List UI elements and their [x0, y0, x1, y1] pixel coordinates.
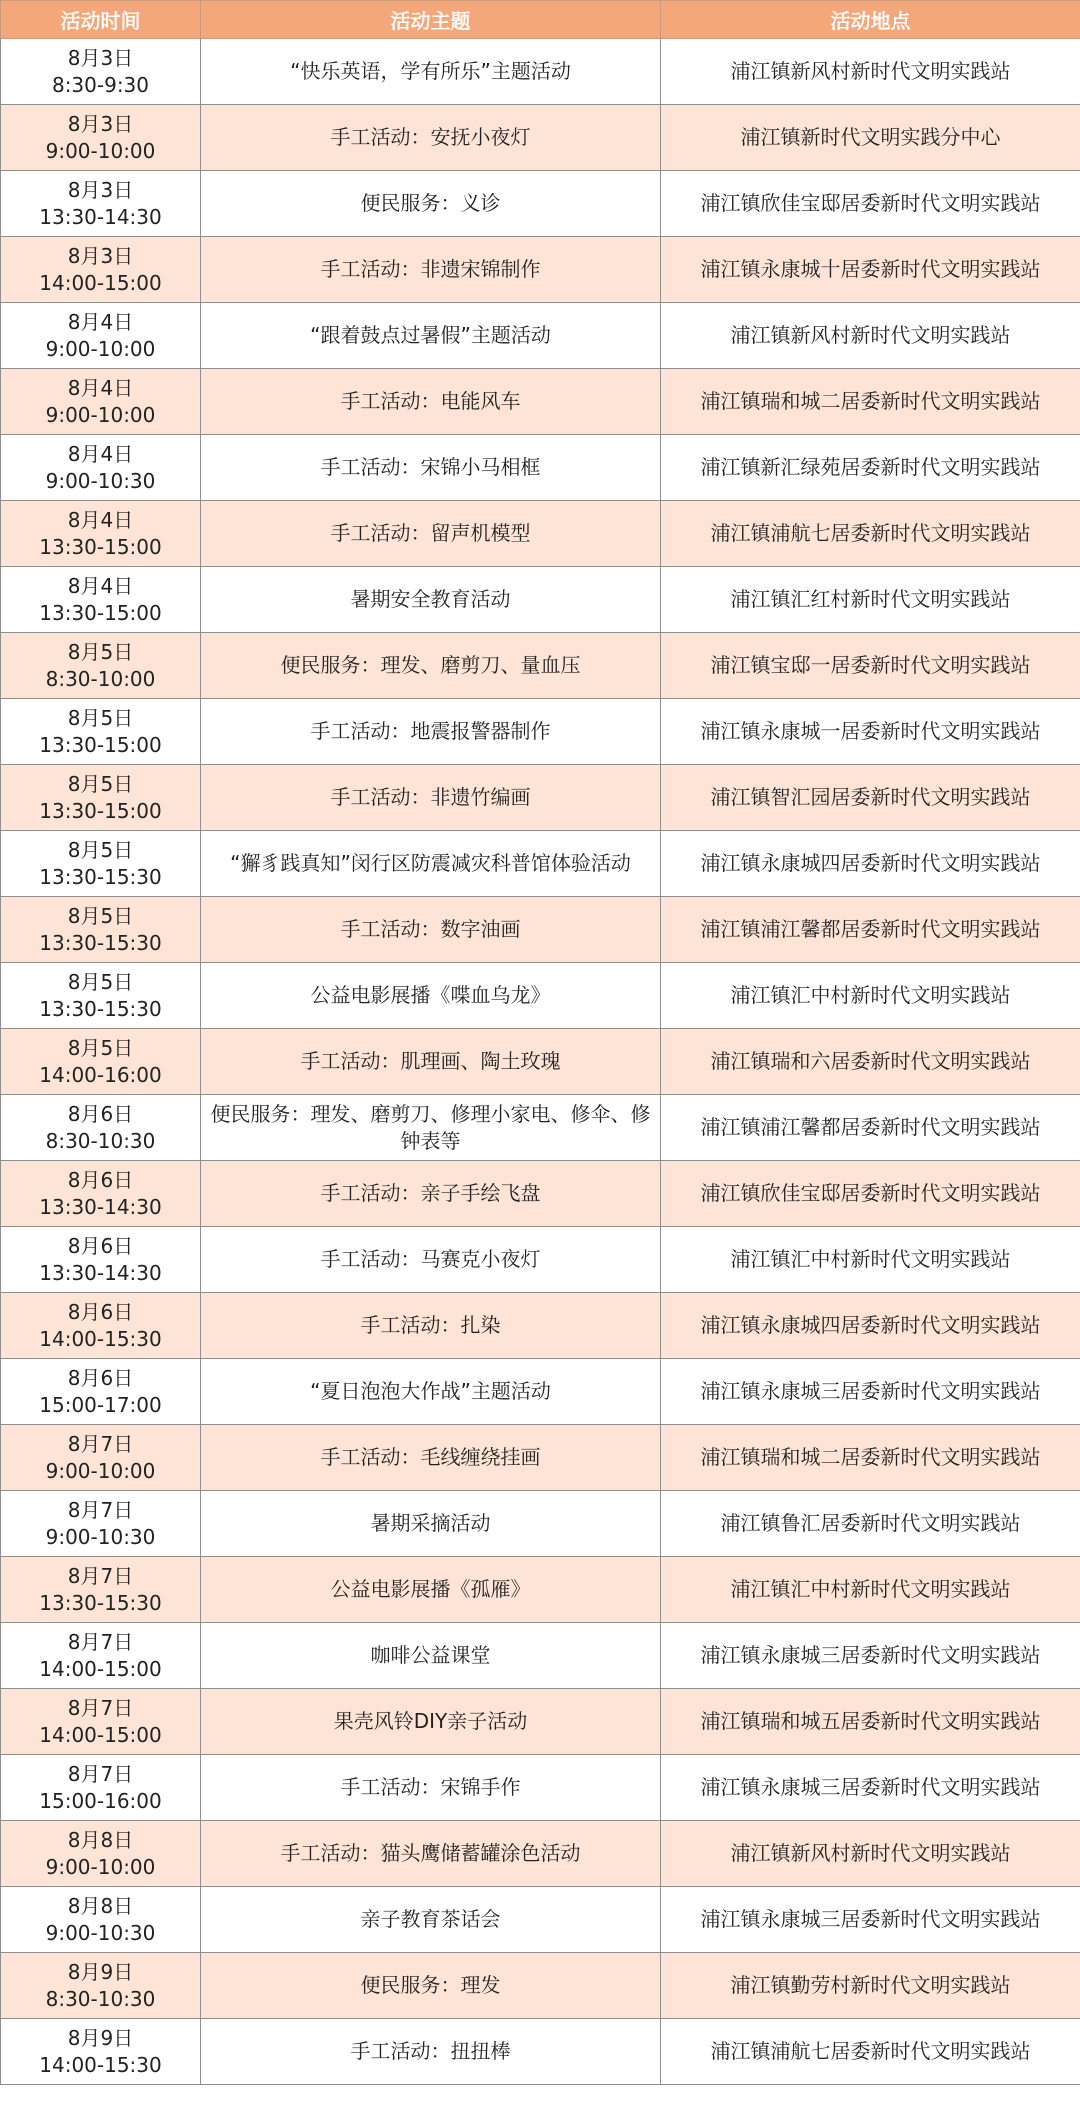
activity-time: 9:00-10:00 [45, 402, 156, 427]
cell-place: 浦江镇新风村新时代文明实践站 [661, 1821, 1080, 1887]
cell-place: 浦江镇浦航七居委新时代文明实践站 [661, 2019, 1080, 2085]
cell-time [1, 897, 201, 963]
activity-date: 8月4日 [67, 309, 134, 334]
activity-date: 8月3日 [67, 177, 134, 202]
cell-place: 浦江镇新风村新时代文明实践站 [661, 303, 1080, 369]
activity-date: 8月5日 [67, 639, 134, 664]
cell-time [1, 105, 201, 171]
cell-place: 浦江镇汇中村新时代文明实践站 [661, 1557, 1080, 1623]
table-row [1, 1095, 1080, 1161]
activity-date: 8月6日 [67, 1233, 134, 1258]
cell-place: 浦江镇智汇园居委新时代文明实践站 [661, 765, 1080, 831]
table-row [1, 39, 1080, 105]
table-row [1, 1359, 1080, 1425]
cell-place: 浦江镇欣佳宝邸居委新时代文明实践站 [661, 1161, 1080, 1227]
activity-date: 8月4日 [67, 375, 134, 400]
table-row [1, 303, 1080, 369]
cell-place: 浦江镇瑞和城二居委新时代文明实践站 [661, 369, 1080, 435]
activity-date: 8月7日 [67, 1563, 134, 1588]
table-row [1, 1161, 1080, 1227]
table-row [1, 1689, 1080, 1755]
activity-time: 9:00-10:00 [45, 1458, 156, 1483]
cell-place: 浦江镇汇中村新时代文明实践站 [661, 963, 1080, 1029]
cell-topic: 手工活动：肌理画、陶土玫瑰 [201, 1029, 661, 1095]
cell-time [1, 369, 201, 435]
cell-place: 浦江镇浦江馨都居委新时代文明实践站 [661, 897, 1080, 963]
cell-time [1, 1623, 201, 1689]
table-row [1, 1623, 1080, 1689]
cell-topic: 手工活动：数字油画 [201, 897, 661, 963]
cell-topic: 咖啡公益课堂 [201, 1623, 661, 1689]
cell-place: 浦江镇永康城三居委新时代文明实践站 [661, 1755, 1080, 1821]
cell-time [1, 39, 201, 105]
cell-time [1, 303, 201, 369]
cell-topic: 手工活动：地震报警器制作 [201, 699, 661, 765]
cell-place: 浦江镇浦航七居委新时代文明实践站 [661, 501, 1080, 567]
activity-time: 8:30-10:30 [45, 1128, 156, 1153]
activity-date: 8月9日 [67, 1959, 134, 1984]
activity-date: 8月3日 [67, 243, 134, 268]
cell-topic: 手工活动：毛线缠绕挂画 [201, 1425, 661, 1491]
cell-place: 浦江镇永康城三居委新时代文明实践站 [661, 1623, 1080, 1689]
table-row [1, 1821, 1080, 1887]
activity-time: 14:00-15:00 [39, 270, 162, 295]
activity-time: 8:30-9:30 [51, 72, 150, 97]
activity-date: 8月8日 [67, 1893, 134, 1918]
table-row [1, 1029, 1080, 1095]
cell-topic: 果壳风铃DIY亲子活动 [201, 1689, 661, 1755]
cell-place: 浦江镇鲁汇居委新时代文明实践站 [661, 1491, 1080, 1557]
cell-time [1, 1227, 201, 1293]
cell-place: 浦江镇浦江馨都居委新时代文明实践站 [661, 1095, 1080, 1161]
cell-topic: 手工活动：留声机模型 [201, 501, 661, 567]
header-place: 活动地点 [661, 1, 1080, 39]
cell-topic: 公益电影展播《孤雁》 [201, 1557, 661, 1623]
cell-time [1, 1029, 201, 1095]
activity-date: 8月7日 [67, 1695, 134, 1720]
header-time: 活动时间 [1, 1, 201, 39]
activity-date: 8月5日 [67, 903, 134, 928]
cell-time [1, 237, 201, 303]
table-row [1, 1293, 1080, 1359]
activity-time: 14:00-15:00 [39, 1656, 162, 1681]
cell-place: 浦江镇瑞和城五居委新时代文明实践站 [661, 1689, 1080, 1755]
cell-time [1, 765, 201, 831]
activity-date: 8月3日 [67, 111, 134, 136]
activity-time: 14:00-16:00 [39, 1062, 162, 1087]
activity-date: 8月7日 [67, 1761, 134, 1786]
cell-topic: 手工活动：扭扭棒 [201, 2019, 661, 2085]
table-row [1, 369, 1080, 435]
table-row [1, 1755, 1080, 1821]
activity-date: 8月6日 [67, 1101, 134, 1126]
table-header-row [1, 1, 1080, 39]
cell-place: 浦江镇汇中村新时代文明实践站 [661, 1227, 1080, 1293]
activity-date: 8月5日 [67, 705, 134, 730]
table-row [1, 567, 1080, 633]
cell-place: 浦江镇永康城三居委新时代文明实践站 [661, 1359, 1080, 1425]
cell-topic: 手工活动：非遗竹编画 [201, 765, 661, 831]
activity-date: 8月6日 [67, 1299, 134, 1324]
cell-place: 浦江镇永康城四居委新时代文明实践站 [661, 831, 1080, 897]
activity-date: 8月5日 [67, 771, 134, 796]
cell-place: 浦江镇新汇绿苑居委新时代文明实践站 [661, 435, 1080, 501]
activity-date: 8月3日 [67, 45, 134, 70]
activity-date: 8月5日 [67, 837, 134, 862]
cell-place: 浦江镇永康城四居委新时代文明实践站 [661, 1293, 1080, 1359]
table-row [1, 1557, 1080, 1623]
activity-time: 9:00-10:00 [45, 336, 156, 361]
activity-time: 13:30-15:00 [39, 534, 162, 559]
activity-date: 8月7日 [67, 1431, 134, 1456]
cell-place: 浦江镇新时代文明实践分中心 [661, 105, 1080, 171]
activity-date: 8月6日 [67, 1167, 134, 1192]
cell-place: 浦江镇新风村新时代文明实践站 [661, 39, 1080, 105]
table-row [1, 171, 1080, 237]
cell-time [1, 171, 201, 237]
cell-topic: 暑期安全教育活动 [201, 567, 661, 633]
table-row [1, 105, 1080, 171]
table-row [1, 897, 1080, 963]
activity-time: 9:00-10:30 [45, 1524, 156, 1549]
cell-place: 浦江镇永康城一居委新时代文明实践站 [661, 699, 1080, 765]
cell-time [1, 1953, 201, 2019]
activity-time: 13:30-14:30 [39, 204, 162, 229]
cell-topic: “跟着鼓点过暑假”主题活动 [201, 303, 661, 369]
cell-topic: 手工活动：非遗宋锦制作 [201, 237, 661, 303]
cell-time [1, 1557, 201, 1623]
activity-time: 13:30-15:00 [39, 732, 162, 757]
cell-topic: 手工活动：扎染 [201, 1293, 661, 1359]
activity-date: 8月6日 [67, 1365, 134, 1390]
activity-time: 13:30-15:30 [39, 1590, 162, 1615]
table-row [1, 963, 1080, 1029]
cell-topic: 手工活动：安抚小夜灯 [201, 105, 661, 171]
cell-place: 浦江镇汇红村新时代文明实践站 [661, 567, 1080, 633]
table-row [1, 1953, 1080, 2019]
cell-time [1, 1755, 201, 1821]
cell-topic: 手工活动：亲子手绘飞盘 [201, 1161, 661, 1227]
cell-time [1, 1425, 201, 1491]
activity-date: 8月7日 [67, 1629, 134, 1654]
activity-time: 9:00-10:00 [45, 138, 156, 163]
cell-topic: 手工活动：马赛克小夜灯 [201, 1227, 661, 1293]
cell-topic: 手工活动：电能风车 [201, 369, 661, 435]
cell-time [1, 2019, 201, 2085]
cell-place: 浦江镇瑞和城二居委新时代文明实践站 [661, 1425, 1080, 1491]
cell-time [1, 1491, 201, 1557]
table-row [1, 435, 1080, 501]
cell-place: 浦江镇永康城十居委新时代文明实践站 [661, 237, 1080, 303]
activity-date: 8月4日 [67, 573, 134, 598]
cell-topic: 手工活动：猫头鹰储蓄罐涂色活动 [201, 1821, 661, 1887]
table-row [1, 1491, 1080, 1557]
cell-topic: 手工活动：宋锦手作 [201, 1755, 661, 1821]
activity-time: 13:30-15:00 [39, 798, 162, 823]
activity-time: 8:30-10:30 [45, 1986, 156, 2011]
cell-topic: 公益电影展播《喋血乌龙》 [201, 963, 661, 1029]
cell-topic: 便民服务：理发、磨剪刀、修理小家电、修伞、修钟表等 [201, 1095, 661, 1161]
cell-time [1, 963, 201, 1029]
cell-time [1, 435, 201, 501]
table-row [1, 2019, 1080, 2085]
cell-time [1, 1161, 201, 1227]
cell-topic: “夏日泡泡大作战”主题活动 [201, 1359, 661, 1425]
table-row [1, 831, 1080, 897]
activity-time: 15:00-16:00 [39, 1788, 162, 1813]
activity-time: 13:30-15:00 [39, 600, 162, 625]
activity-time: 9:00-10:30 [45, 468, 156, 493]
cell-place: 浦江镇勤劳村新时代文明实践站 [661, 1953, 1080, 2019]
cell-time [1, 567, 201, 633]
activity-date: 8月5日 [67, 1035, 134, 1060]
cell-time [1, 831, 201, 897]
cell-topic: 手工活动：宋锦小马相框 [201, 435, 661, 501]
activity-time: 8:30-10:00 [45, 666, 156, 691]
cell-time [1, 1359, 201, 1425]
cell-topic: “獬豸践真知”闵行区防震减灾科普馆体验活动 [201, 831, 661, 897]
cell-place: 浦江镇欣佳宝邸居委新时代文明实践站 [661, 171, 1080, 237]
table-row [1, 699, 1080, 765]
activity-date: 8月5日 [67, 969, 134, 994]
activity-time: 13:30-14:30 [39, 1194, 162, 1219]
cell-topic: 便民服务：理发、磨剪刀、量血压 [201, 633, 661, 699]
activity-time: 13:30-15:30 [39, 996, 162, 1021]
cell-time [1, 1887, 201, 1953]
cell-time [1, 633, 201, 699]
activity-time: 14:00-15:30 [39, 2052, 162, 2077]
activity-date: 8月7日 [67, 1497, 134, 1522]
cell-time [1, 699, 201, 765]
activity-date: 8月4日 [67, 441, 134, 466]
cell-place: 浦江镇宝邸一居委新时代文明实践站 [661, 633, 1080, 699]
activity-time: 13:30-14:30 [39, 1260, 162, 1285]
table-row [1, 1425, 1080, 1491]
table-row [1, 633, 1080, 699]
activity-time: 14:00-15:30 [39, 1326, 162, 1351]
activity-date: 8月9日 [67, 2025, 134, 2050]
cell-time [1, 1095, 201, 1161]
cell-topic: 暑期采摘活动 [201, 1491, 661, 1557]
cell-time [1, 1293, 201, 1359]
cell-place: 浦江镇永康城三居委新时代文明实践站 [661, 1887, 1080, 1953]
table-row [1, 237, 1080, 303]
cell-topic: “快乐英语，学有所乐”主题活动 [201, 39, 661, 105]
cell-topic: 便民服务：理发 [201, 1953, 661, 2019]
header-topic: 活动主题 [201, 1, 661, 39]
table-row [1, 1887, 1080, 1953]
cell-time [1, 1689, 201, 1755]
cell-place: 浦江镇瑞和六居委新时代文明实践站 [661, 1029, 1080, 1095]
table-row [1, 1227, 1080, 1293]
activity-date: 8月8日 [67, 1827, 134, 1852]
cell-time [1, 1821, 201, 1887]
table-row [1, 501, 1080, 567]
activity-time: 14:00-15:00 [39, 1722, 162, 1747]
activity-time: 9:00-10:30 [45, 1920, 156, 1945]
table-row [1, 765, 1080, 831]
activity-time: 9:00-10:00 [45, 1854, 156, 1879]
activity-time: 15:00-17:00 [39, 1392, 162, 1417]
activity-time: 13:30-15:30 [39, 864, 162, 889]
cell-topic: 亲子教育茶话会 [201, 1887, 661, 1953]
cell-time [1, 501, 201, 567]
activity-date: 8月4日 [67, 507, 134, 532]
activity-time: 13:30-15:30 [39, 930, 162, 955]
cell-topic: 便民服务：义诊 [201, 171, 661, 237]
